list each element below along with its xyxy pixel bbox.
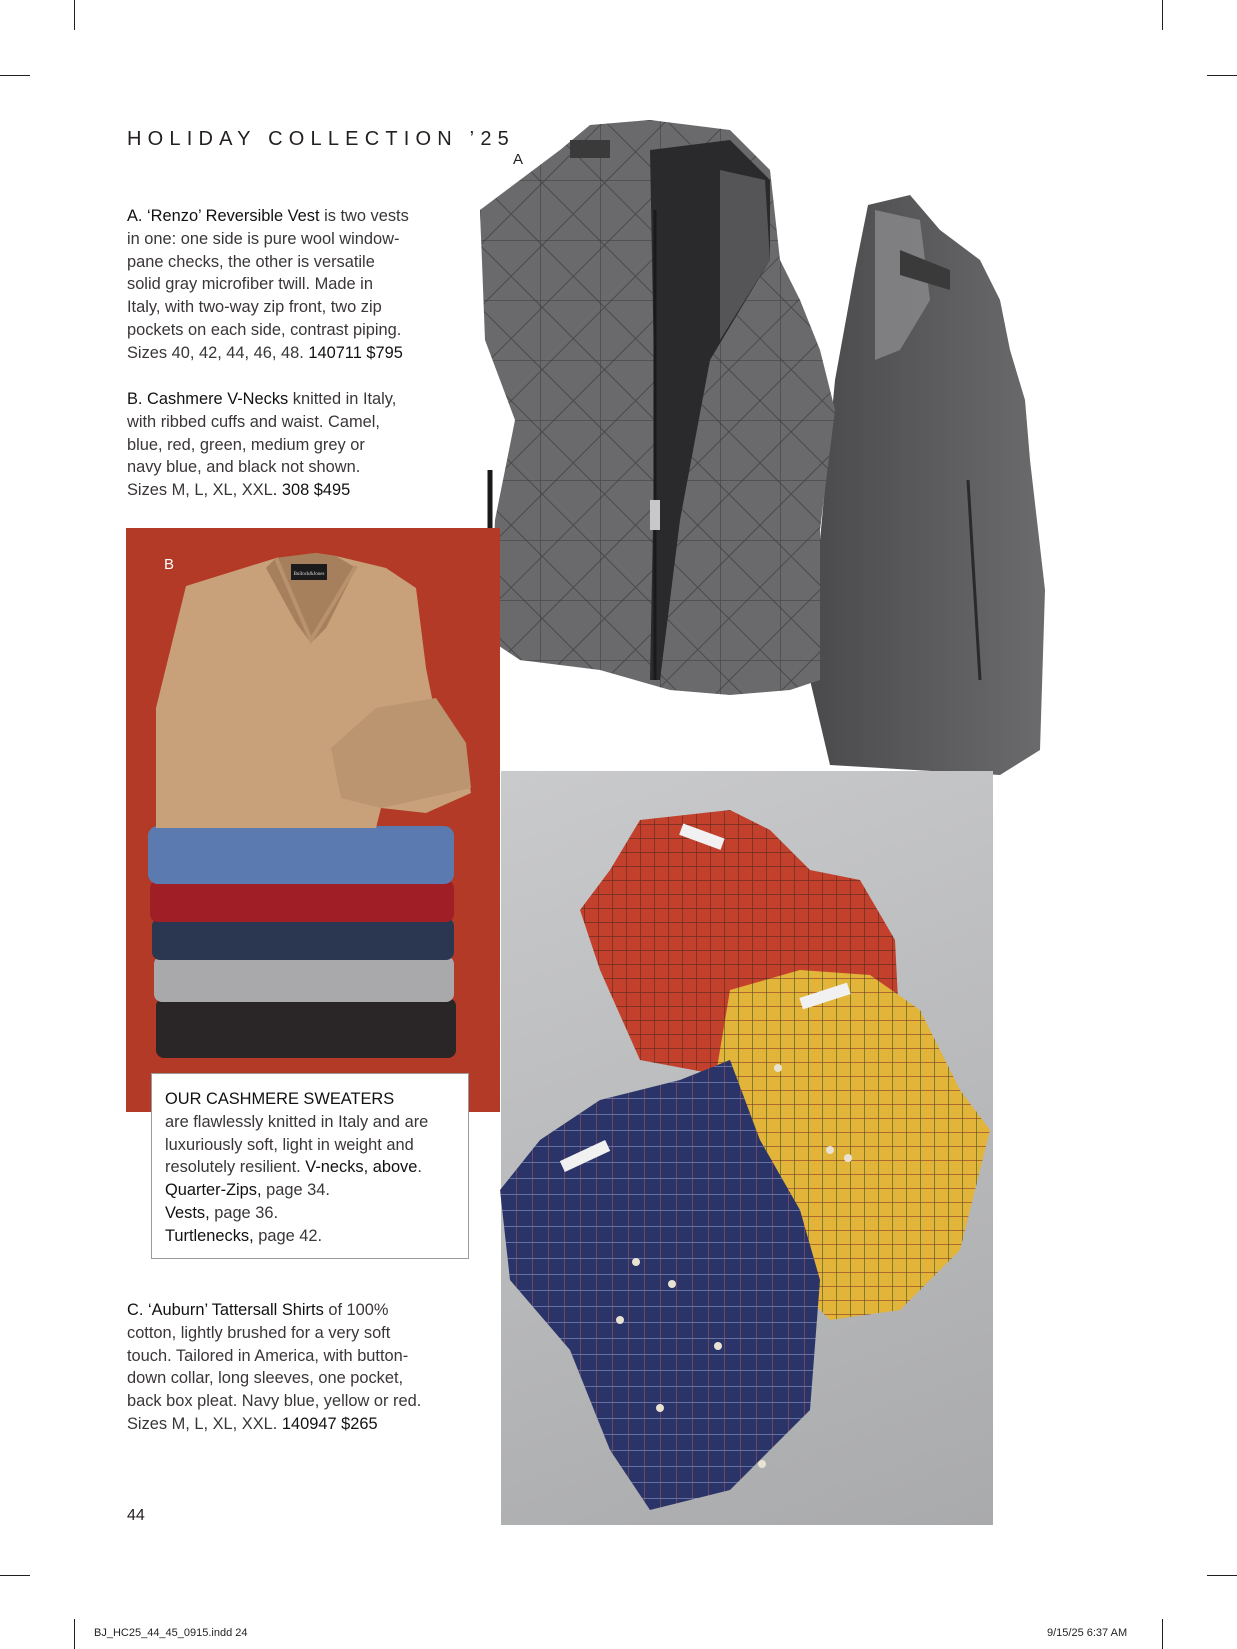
callout-heading: OUR CASHMERE SWEATERS bbox=[165, 1090, 395, 1108]
shirt-stack bbox=[500, 810, 1020, 1600]
callout-line: luxuriously soft, light in weight and bbox=[165, 1135, 414, 1154]
sweater-brand-text: Bullock&Jones bbox=[293, 572, 325, 577]
product-b-line: with ribbed cuffs and waist. Camel, bbox=[127, 412, 380, 431]
crop-mark bbox=[0, 75, 30, 76]
product-c-line: of 100% bbox=[323, 1301, 389, 1319]
callout-line: are flawlessly knitted in Italy and are bbox=[165, 1112, 429, 1131]
sweater-red bbox=[150, 880, 454, 922]
callout-item-name: Vests, bbox=[165, 1203, 210, 1222]
callout-line: resolutely resilient. bbox=[165, 1158, 306, 1177]
cashmere-callout bbox=[151, 1073, 469, 1259]
callout-item-page: page 34. bbox=[261, 1181, 330, 1200]
slug-filename: BJ_HC25_44_45_0915.indd 24 bbox=[94, 1627, 248, 1639]
product-b-name: B. Cashmere V-Necks bbox=[127, 390, 289, 408]
crop-mark bbox=[1162, 0, 1163, 30]
product-c-name: C. ‘Auburn’ Tattersall Shirts bbox=[127, 1301, 324, 1319]
callout-vnecks-link: V-necks, above bbox=[305, 1158, 418, 1177]
page-title: HOLIDAY COLLECTION ’25 bbox=[127, 128, 515, 150]
photo-label-b: B bbox=[164, 556, 175, 573]
product-a-line: solid gray microfiber twill. Made in bbox=[127, 275, 373, 294]
sweater-navy bbox=[152, 918, 454, 960]
sweater-black bbox=[156, 998, 456, 1058]
product-b-description bbox=[127, 388, 457, 502]
crop-mark bbox=[1207, 75, 1237, 76]
crop-mark bbox=[0, 1575, 30, 1576]
product-a-price: 140711 $795 bbox=[308, 343, 403, 362]
crop-mark bbox=[74, 0, 75, 30]
product-c-line: touch. Tailored in America, with button- bbox=[127, 1346, 409, 1365]
sweater-stack bbox=[126, 528, 500, 1112]
sweater-grey bbox=[154, 956, 454, 1002]
product-b-line: navy blue, and black not shown. bbox=[127, 458, 361, 477]
product-b-line: knitted in Italy, bbox=[288, 390, 397, 408]
product-a-name: A. ‘Renzo’ Reversible Vest bbox=[127, 207, 320, 225]
vest-photo bbox=[480, 120, 1120, 820]
product-a-description bbox=[127, 205, 457, 365]
callout-item-name: Turtlenecks, bbox=[165, 1226, 254, 1245]
callout-item-page: page 42. bbox=[253, 1226, 323, 1245]
callout-punct: . bbox=[417, 1158, 422, 1177]
product-c-description bbox=[127, 1299, 467, 1436]
product-c-line: back box pleat. Navy blue, yellow or red. bbox=[127, 1392, 422, 1411]
product-b-line: blue, red, green, medium grey or bbox=[127, 435, 365, 454]
product-b-line: Sizes M, L, XL, XXL bbox=[127, 481, 273, 500]
product-a-line: pane checks, the other is versatile bbox=[127, 252, 375, 271]
product-c-line: cotton, lightly brushed for a very soft bbox=[127, 1323, 391, 1342]
product-a-line: is two vests bbox=[319, 207, 409, 225]
crop-mark bbox=[74, 1619, 75, 1649]
product-a-line: Italy, with two-way zip front, two zip bbox=[127, 298, 382, 317]
product-c-price: 140947 $265 bbox=[281, 1414, 378, 1433]
crop-mark bbox=[1162, 1619, 1163, 1649]
crop-mark bbox=[1207, 1575, 1237, 1576]
sweater-blue bbox=[148, 826, 454, 884]
slug-timestamp: 9/15/25 6:37 AM bbox=[1047, 1627, 1128, 1639]
callout-item-page: page 36. bbox=[209, 1203, 279, 1222]
product-c-line: down collar, long sleeves, one pocket, bbox=[127, 1369, 404, 1388]
photo-label-a: A bbox=[513, 151, 524, 168]
product-c-line: Sizes M, L, XL, XXL. bbox=[127, 1414, 282, 1433]
product-a-line: Sizes 40, 42, 44, 46, 48. bbox=[127, 343, 309, 362]
product-a-line: in one: one side is pure wool window- bbox=[127, 229, 400, 248]
product-a-line: pockets on each side, contrast piping. bbox=[127, 320, 402, 339]
page-number: 44 bbox=[127, 1507, 145, 1524]
callout-item-name: Quarter-Zips, bbox=[165, 1181, 262, 1200]
product-b-price: . 308 $495 bbox=[272, 481, 351, 500]
